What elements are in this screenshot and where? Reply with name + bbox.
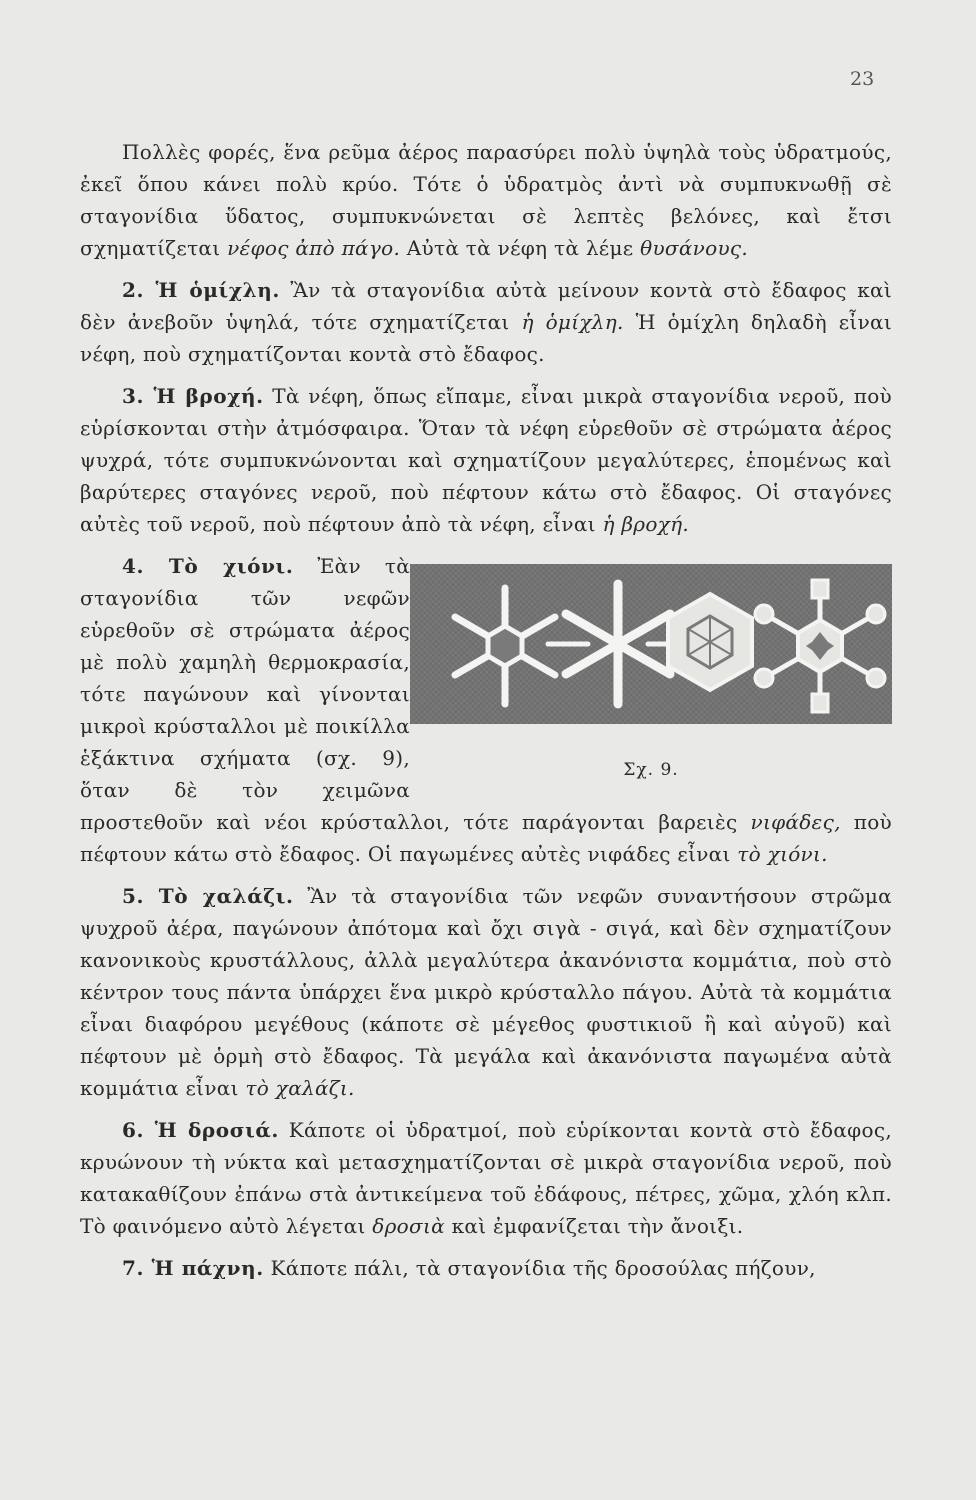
section-heading: 7. Ἡ πάχνη. [122,1256,264,1280]
figure-caption: Σχ. 9. [623,760,679,780]
snowflake-figure [410,564,892,792]
section-frost: 7. Ἡ πάχνη. Κάποτε πάλι, τὰ σταγονίδια τῆς δροσούλας πήζουν, [122,1256,816,1280]
section-heading: 2. Ἡ ὁμίχλη. [122,278,280,302]
section-heading: 5. Τὸ χαλάζι. [122,884,294,908]
section-hail: 5. Τὸ χαλάζι. Ἂν τὰ σταγονίδια τῶν νεφῶν συναντήσουν στρῶμα ψυχροῦ ἀέρα, παγώνουν ἀπότομα καὶ ὄχι σιγὰ - σιγά, καὶ δὲν σχηματίζουν κανονικοὺς κρυστάλλους, ἀλλὰ μεγαλύτερα ἀκανόνιστα κομμάτια, ποὺ στὸ κέντρον τους πάντα ὑπάρχει ἕνα μικρὸ κρύσταλλο πάγου. Αὐτὰ τὰ κομμάτια εἶναι διαφόρου μεγέθους (κάποτε σὲ μέγεθος φυστικιοῦ ἢ καὶ αὐγοῦ) καὶ πέφτουν μὲ ὁρμὴ στὸ ἔδαφος. Τὰ μεγάλα καὶ ἀκανόνιστα παγωμένα αὐτὰ κομμάτια εἶναι τὸ χαλάζι. [80,884,892,1100]
page-number: 23 [850,68,875,90]
snowflake-star-hexagon [455,588,555,704]
section-heading: 3. Ἡ βροχή. [122,384,264,408]
section-heading: 6. Ἡ δροσιά. [122,1118,279,1142]
page-body [80,136,892,1284]
section-fog: 2. Ἡ ὁμίχλη. Ἂν τὰ σταγονίδια αὐτὰ μείνουν κοντὰ στὸ ἔδαφος καὶ δὲν ἀνεβοῦν ὑψηλά, τότε σχηματίζεται ἡ ὁμίχλη. Ἡ ὁμίχλη δηλαδὴ εἶναι νέφη, ποὺ σχηματίζονται κοντὰ στὸ ἔδαφος. [80,278,892,366]
snowflake-plated-star [755,580,885,712]
section-snow [80,550,892,870]
snowflake-hexagon-plate [668,594,752,690]
section-heading: 4. Τὸ χιόνι. [122,554,294,578]
section-dew: 6. Ἡ δροσιά. Κάποτε οἱ ὑδρατμοί, ποὺ εὑρίκονται κοντὰ στὸ ἔδαφος, κρυώνουν τὴ νύκτα καὶ μετασχηματίζονται σὲ μικρὰ σταγονίδια νεροῦ, ποὺ κατακαθίζουν ἐπάνω στὰ ἀντικείμενα τοῦ ἐδάφους, πέτρες, χῶμα, χλόη κλπ. Τὸ φαινόμενο αὐτὸ λέγεται δροσιὰ καὶ ἐμφανίζεται τὴν ἄνοιξι. [80,1118,892,1238]
section-snow-text: 4. Τὸ χιόνι. Ἐὰν τὰ σταγονίδια τῶν νεφῶν εὑρεθοῦν σὲ στρώματα ἀέρος μὲ πολὺ χαμηλὴ θερμοκρασία, τότε παγώνουν καὶ γίνονται μικροὶ κρύσταλλοι μὲ ποικίλλα ἑξάκτινα σχήματα (σχ. 9), ὅταν δὲ τὸν χειμῶνα προστεθοῦν καὶ νέοι κρύσταλλοι, τότε παράγονται βαρειὲς νιφάδες, ποὺ πέφτουν κάτω στὸ ἔδαφος. Οἱ παγωμένες αὐτὲς νιφάδες εἶναι τὸ χιόνι. [80,554,892,866]
snowflake-crystals-image [410,564,892,724]
intro-paragraph: Πολλὲς φορές, ἕνα ρεῦμα ἀέρος παρασύρει πολὺ ὑψηλὰ τοὺς ὑδρατμούς, ἐκεῖ ὅπου κάνει πολὺ κρύο. Τότε ὁ ὑδρατμὸς ἀντὶ νὰ συμπυκνωθῇ σὲ σταγονίδια ὕδατος, συμπυκνώνεται σὲ λεπτὲς βελόνες, καὶ ἔτσι σχηματίζεται νέφος ἀπὸ πάγο. Αὐτὰ τὰ νέφη τὰ λέμε θυσάνους. [80,140,892,260]
section-rain: 3. Ἡ βροχή. Τὰ νέφη, ὅπως εἴπαμε, εἶναι μικρὰ σταγονίδια νεροῦ, ποὺ εὑρίσκονται στὴν ἀτμόσφαιρα. Ὅταν τὰ νέφη εὑρεθοῦν σὲ στρώματα ἀέρος ψυχρά, τότε συμπυκνώνονται καὶ σχηματίζουν μεγαλύτερες, ἑπομένως καὶ βαρύτερες σταγόνες νεροῦ, ποὺ πέφτουν κάτω στὸ ἔδαφος. Οἱ σταγόνες αὐτὲς τοῦ νεροῦ, ποὺ πέφτουν ἀπὸ τὰ νέφη, εἶναι ἡ βροχή. [80,384,892,536]
